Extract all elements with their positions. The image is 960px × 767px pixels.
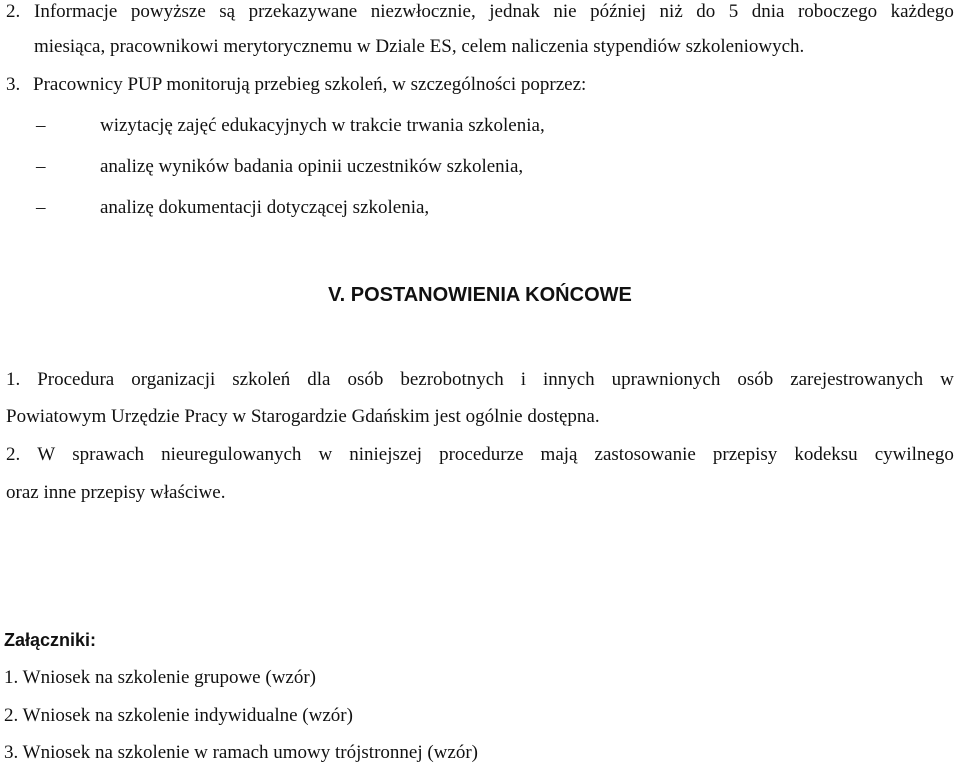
word: Procedura: [37, 369, 115, 390]
word: w: [318, 444, 333, 465]
section-heading: V. POSTANOWIENIA KOŃCOWE: [328, 284, 632, 306]
word: organizacji: [131, 369, 216, 390]
word: Informacje: [34, 1, 118, 22]
word: niniejszej: [349, 444, 423, 465]
word: innych: [542, 369, 595, 390]
bullet-text: analizę dokumentacji dotyczącej szkolenia,: [100, 197, 430, 218]
item-2-words: [34, 1, 954, 23]
word: osób: [347, 369, 384, 390]
word: przepisy: [712, 444, 778, 465]
word: niezwłocznie,: [370, 1, 476, 22]
word: 2.: [6, 444, 21, 465]
word: W: [37, 444, 56, 465]
word: każdego: [890, 1, 954, 22]
word: 5: [728, 1, 739, 22]
word: przekazywane: [248, 1, 358, 22]
item-3-number: 3.: [6, 74, 21, 95]
word: mają: [540, 444, 578, 465]
bullet-item: [36, 156, 636, 178]
bullet-text: wizytację zajęć edukacyjnych w trakcie trwania szkolenia,: [100, 115, 545, 136]
item-3-line: [6, 74, 586, 96]
attachment-item: 2. Wniosek na szkolenie indywidualne (wzór): [4, 705, 353, 726]
word: cywilnego: [874, 444, 954, 465]
attachments-title: Załączniki:: [4, 630, 97, 650]
word: szkoleń: [232, 369, 291, 390]
word: niż: [659, 1, 683, 22]
word: dnia: [751, 1, 785, 22]
bullet-item: [36, 115, 636, 137]
word: kodeksu: [794, 444, 858, 465]
bullet-text: analizę wyników badania opinii uczestników szkolenia,: [100, 156, 524, 177]
word: 1.: [6, 369, 21, 390]
word: do: [696, 1, 716, 22]
word: roboczego: [797, 1, 878, 22]
word: w: [940, 369, 954, 390]
attachment-item: 3. Wniosek na szkolenie w ramach umowy trójstronnej (wzór): [4, 742, 478, 763]
word: uprawnionych: [611, 369, 721, 390]
word: są: [219, 1, 236, 22]
word: zarejestrowanych: [790, 369, 924, 390]
final-item-2-line-1: [6, 444, 954, 466]
word: później: [590, 1, 647, 22]
word: zastosowanie: [594, 444, 696, 465]
word: procedurze: [439, 444, 524, 465]
item-2-number: 2.: [6, 1, 21, 22]
dash-bullet: –: [36, 156, 46, 177]
final-item-2-line-2: oraz inne przepisy właściwe.: [6, 482, 226, 503]
word: powyższe: [130, 1, 206, 22]
bullet-item: [36, 197, 636, 219]
word: osób: [737, 369, 774, 390]
word: bezrobotnych: [400, 369, 504, 390]
final-item-1-line-2: Powiatowym Urzędzie Pracy w Starogardzie Gdańskim jest ogólnie dostępna.: [6, 406, 600, 427]
attachment-item: 1. Wniosek na szkolenie grupowe (wzór): [4, 667, 316, 688]
item-2-line-2: miesiąca, pracownikowi merytorycznemu w Dziale ES, celem naliczenia stypendiów szkoleniowych.: [34, 36, 805, 57]
word: nie: [553, 1, 577, 22]
final-item-1-line-1: [6, 369, 954, 391]
word: jednak: [489, 1, 540, 22]
word: i: [520, 369, 526, 390]
dash-bullet: –: [36, 115, 46, 136]
item-3-text: Pracownicy PUP monitorują przebieg szkoleń, w szczególności poprzez:: [33, 74, 587, 95]
word: sprawach: [72, 444, 145, 465]
dash-bullet: –: [36, 197, 46, 218]
word: nieuregulowanych: [161, 444, 302, 465]
word: dla: [307, 369, 331, 390]
